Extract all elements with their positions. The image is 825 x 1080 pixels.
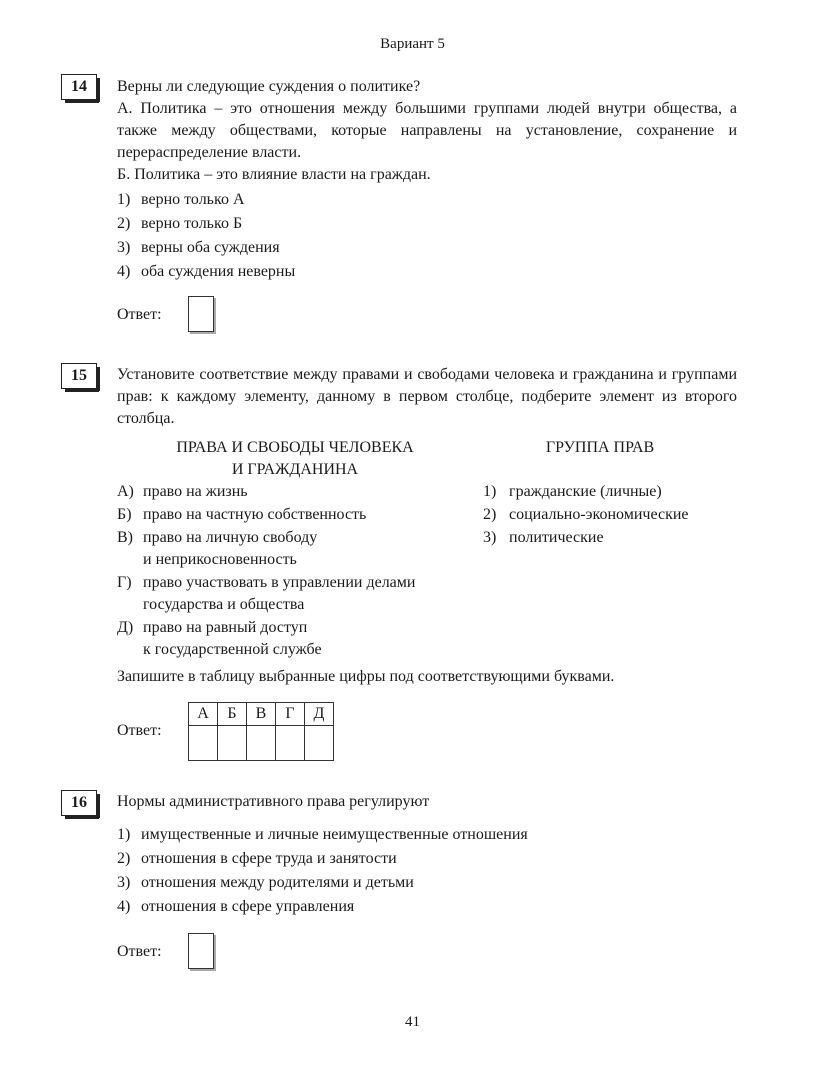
list-item: А) право на жизнь [117, 483, 248, 500]
page-number: 41 [405, 1014, 420, 1030]
page-header: Вариант 5 [380, 36, 445, 52]
question-16-number: 16 [61, 790, 97, 816]
answer-cell[interactable] [247, 726, 276, 761]
answer-box-14[interactable] [188, 296, 214, 332]
table-header-cell: А [189, 703, 218, 726]
question-14-prompt: Верны ли следующие суждения о политике? [117, 78, 421, 95]
table-header-cell: В [247, 703, 276, 726]
answer-box-16[interactable] [188, 933, 214, 969]
answer-label: Ответ: [117, 722, 162, 739]
question-16-options [117, 823, 528, 919]
question-14-number: 14 [61, 74, 97, 100]
question-15-text: Установите соответствие между правами и свободами человека и гражданина и группами прав: к каждому элементу, данному в первом столбце, подберите элемент из второго столбца. [117, 366, 737, 427]
list-item: Д) право на равный доступ к государственной службе [117, 619, 322, 658]
list-item: 1) гражданские (личные) [483, 483, 662, 500]
option[interactable]: 1) имущественные и личные неимущественные отношения [117, 826, 528, 843]
list-item: В) право на личную свободу и неприкосновенность [117, 529, 318, 568]
list-item: Г) право участвовать в управлении делами государства и общества [117, 574, 416, 613]
list-item: Б) право на частную собственность [117, 506, 367, 523]
question-14-text [117, 76, 737, 186]
question-14-options [117, 188, 295, 284]
table-header-cell: Б [218, 703, 247, 726]
option[interactable]: 3) верны оба суждения [117, 239, 280, 256]
question-14-statement-b: Б. Политика – это влияние власти на граждан. [117, 166, 431, 183]
right-column-items [483, 481, 743, 550]
list-item: 3) политические [483, 529, 604, 546]
question-16-text: Нормы административного права регулируют [117, 793, 430, 810]
option[interactable]: 3) отношения между родителями и детьми [117, 874, 414, 891]
left-column-items [117, 481, 477, 662]
question-15-number: 15 [61, 363, 97, 389]
table-header-cell: Г [276, 703, 305, 726]
left-column-heading: ПРАВА И СВОБОДЫ ЧЕЛОВЕКА И ГРАЖДАНИНА [176, 439, 414, 478]
option[interactable]: 1) верно только А [117, 191, 245, 208]
answer-cell[interactable] [305, 726, 334, 761]
answer-cell[interactable] [189, 726, 218, 761]
answer-label: Ответ: [117, 306, 162, 323]
answer-cell[interactable] [276, 726, 305, 761]
list-item: 2) социально-экономические [483, 506, 689, 523]
option[interactable]: 4) оба суждения неверны [117, 263, 296, 280]
question-14-statement-a: А. Политика – это отношения между большими группами людей внутри общества, а также между обществами, которые направлены на установление, сохранение и перераспределение власти. [117, 100, 737, 161]
option[interactable]: 4) отношения в сфере управления [117, 898, 355, 915]
option[interactable]: 2) отношения в сфере труда и занятости [117, 850, 397, 867]
question-15-instruction: Запишите в таблицу выбранные цифры под соответствующими буквами. [117, 668, 615, 685]
answer-cell[interactable] [218, 726, 247, 761]
answer-label: Ответ: [117, 943, 162, 960]
table-header-cell: Д [305, 703, 334, 726]
right-column-heading: ГРУППА ПРАВ [545, 439, 655, 456]
option[interactable]: 2) верно только Б [117, 215, 243, 232]
answer-table-15 [188, 702, 334, 761]
